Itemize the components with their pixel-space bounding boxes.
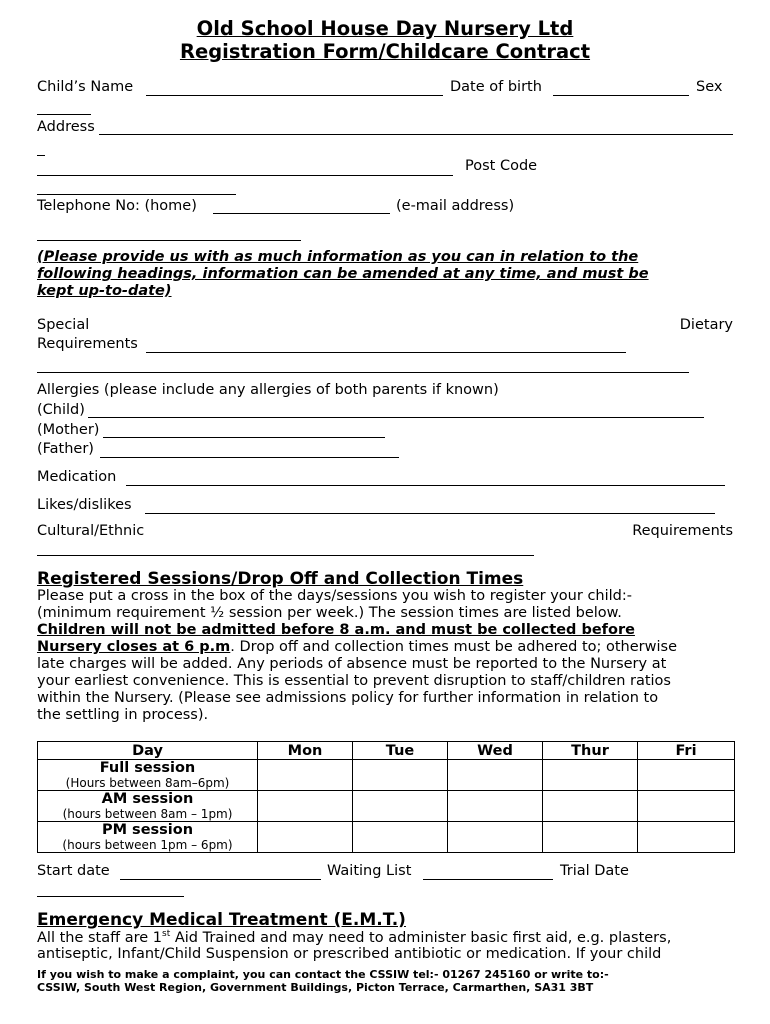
full-mon-checkbox[interactable]	[258, 760, 353, 791]
sessions-para-line5: your earliest convenience. This is essential to prevent disruption to staff/children ratios	[37, 673, 671, 689]
allergy-mother-field[interactable]	[103, 437, 385, 438]
start-date-field[interactable]	[120, 879, 321, 880]
waiting-list-field[interactable]	[423, 879, 553, 880]
emt-line1-sup: st	[162, 929, 171, 940]
allergy-father-label: (Father)	[37, 441, 94, 457]
pm-tue-checkbox[interactable]	[353, 822, 448, 853]
telephone-label: Telephone No: (home)	[37, 198, 197, 214]
header-day: Day	[38, 742, 258, 760]
table-row	[38, 822, 735, 853]
sessions-para-line4: late charges will be added. Any periods of absence must be reported to the Nursery at	[37, 656, 667, 672]
info-notice-line2: following headings, information can be amended at any time, and must be	[37, 266, 649, 282]
trial-date-field[interactable]	[37, 896, 184, 897]
postcode-label: Post Code	[465, 158, 538, 174]
pm-thur-checkbox[interactable]	[543, 822, 638, 853]
emt-heading: Emergency Medical Treatment (E.M.T.)	[37, 910, 406, 930]
sessions-para-line6: within the Nursery. (Please see admissions policy for further information in relation to	[37, 690, 659, 706]
trial-date-label: Trial Date	[560, 863, 629, 879]
likes-field[interactable]	[145, 513, 715, 514]
header-tue: Tue	[353, 742, 448, 760]
sessions-para-line3-text: . Drop off and collection times must be adhered to; otherwise	[230, 639, 677, 655]
sessions-para-line1: Please put a cross in the box of the days/sessions you wish to register your child:-	[37, 588, 632, 604]
allergy-father-field[interactable]	[100, 457, 399, 458]
sessions-heading: Registered Sessions/Drop Off and Collection Times	[37, 569, 524, 589]
dob-field[interactable]	[553, 95, 689, 96]
child-name-field[interactable]	[146, 95, 443, 96]
session-hours: (hours between 1pm – 6pm)	[62, 838, 233, 852]
table-header-row	[38, 742, 735, 760]
form-subtitle: Registration Form/Childcare Contract	[179, 40, 591, 63]
full-fri-checkbox[interactable]	[638, 760, 735, 791]
header-thur: Thur	[543, 742, 638, 760]
session-hours: (Hours between 8am–6pm)	[65, 776, 230, 790]
session-name: Full session	[99, 760, 196, 776]
am-fri-checkbox[interactable]	[638, 791, 735, 822]
address-field-stub	[37, 155, 45, 156]
am-wed-checkbox[interactable]	[448, 791, 543, 822]
start-date-label: Start date	[37, 863, 110, 879]
info-notice-line3: kept up-to-date)	[37, 283, 172, 299]
special-label: Special	[37, 317, 90, 333]
sessions-para-line3	[37, 639, 737, 656]
allergy-child-label: (Child)	[37, 402, 85, 418]
requirements-label: Requirements	[37, 336, 138, 352]
sessions-para-line2: (minimum requirement ½ session per week.) The session times are listed below.	[37, 605, 622, 621]
header-wed: Wed	[448, 742, 543, 760]
header-fri: Fri	[638, 742, 735, 760]
emt-line1-a: All the staff are 1	[37, 930, 162, 946]
table-row	[38, 760, 735, 791]
emt-line2: antiseptic, Infant/Child Suspension or prescribed antibiotic or medication. If your child	[37, 946, 662, 962]
medication-field[interactable]	[126, 485, 725, 486]
address-field-line1[interactable]	[99, 134, 733, 135]
email-label: (e-mail address)	[396, 198, 515, 214]
footer-line1: If you wish to make a complaint, you can contact the CSSIW tel:- 01267 245160 or write to:-	[37, 968, 609, 981]
session-label-cell	[38, 791, 258, 822]
footer-line2: CSSIW, South West Region, Government Buildings, Picton Terrace, Carmarthen, SA31 3BT	[37, 981, 594, 994]
form-title: Old School House Day Nursery Ltd	[196, 17, 574, 40]
likes-label: Likes/dislikes	[37, 497, 132, 513]
child-name-label: Child’s Name	[37, 79, 134, 95]
dietary-field-line2[interactable]	[37, 372, 689, 373]
table-row	[38, 791, 735, 822]
allergy-mother-label: (Mother)	[37, 422, 100, 438]
dietary-label: Dietary	[679, 317, 733, 333]
full-thur-checkbox[interactable]	[543, 760, 638, 791]
full-tue-checkbox[interactable]	[353, 760, 448, 791]
full-wed-checkbox[interactable]	[448, 760, 543, 791]
am-thur-checkbox[interactable]	[543, 791, 638, 822]
session-label-cell	[38, 760, 258, 791]
medication-label: Medication	[37, 469, 117, 485]
cultural-requirements-label: Requirements	[632, 523, 733, 539]
dob-label: Date of birth	[450, 79, 542, 95]
sex-field[interactable]	[37, 114, 91, 115]
address-field-line2[interactable]	[37, 175, 453, 176]
emt-line1-b: Aid Trained and may need to administer basic first aid, e.g. plasters,	[170, 930, 672, 946]
am-mon-checkbox[interactable]	[258, 791, 353, 822]
address-label: Address	[37, 119, 95, 135]
pm-wed-checkbox[interactable]	[448, 822, 543, 853]
dietary-field-line1[interactable]	[146, 352, 626, 353]
session-name: AM session	[101, 791, 194, 807]
sessions-para-line7: the settling in process).	[37, 707, 209, 723]
telephone-field[interactable]	[213, 213, 390, 214]
sessions-bold-line2: Nursery closes at 6 p.m	[37, 639, 231, 655]
allergy-child-field[interactable]	[88, 417, 704, 418]
sessions-bold-line1: Children will not be admitted before 8 a.m. and must be collected before	[37, 622, 635, 638]
postcode-field[interactable]	[37, 194, 236, 195]
header-mon: Mon	[258, 742, 353, 760]
sessions-table	[37, 741, 735, 853]
waiting-list-label: Waiting List	[327, 863, 412, 879]
session-name: PM session	[101, 822, 194, 838]
pm-mon-checkbox[interactable]	[258, 822, 353, 853]
cultural-label: Cultural/Ethnic	[37, 523, 145, 539]
am-tue-checkbox[interactable]	[353, 791, 448, 822]
email-field[interactable]	[37, 240, 301, 241]
emt-line1	[37, 930, 737, 947]
session-label-cell	[38, 822, 258, 853]
allergies-label: Allergies (please include any allergies of both parents if known)	[37, 382, 499, 398]
pm-fri-checkbox[interactable]	[638, 822, 735, 853]
info-notice-line1: (Please provide us with as much information as you can in relation to the	[37, 249, 639, 265]
session-hours: (hours between 8am – 1pm)	[62, 807, 233, 821]
sex-label: Sex	[696, 79, 723, 95]
cultural-field[interactable]	[37, 555, 534, 556]
